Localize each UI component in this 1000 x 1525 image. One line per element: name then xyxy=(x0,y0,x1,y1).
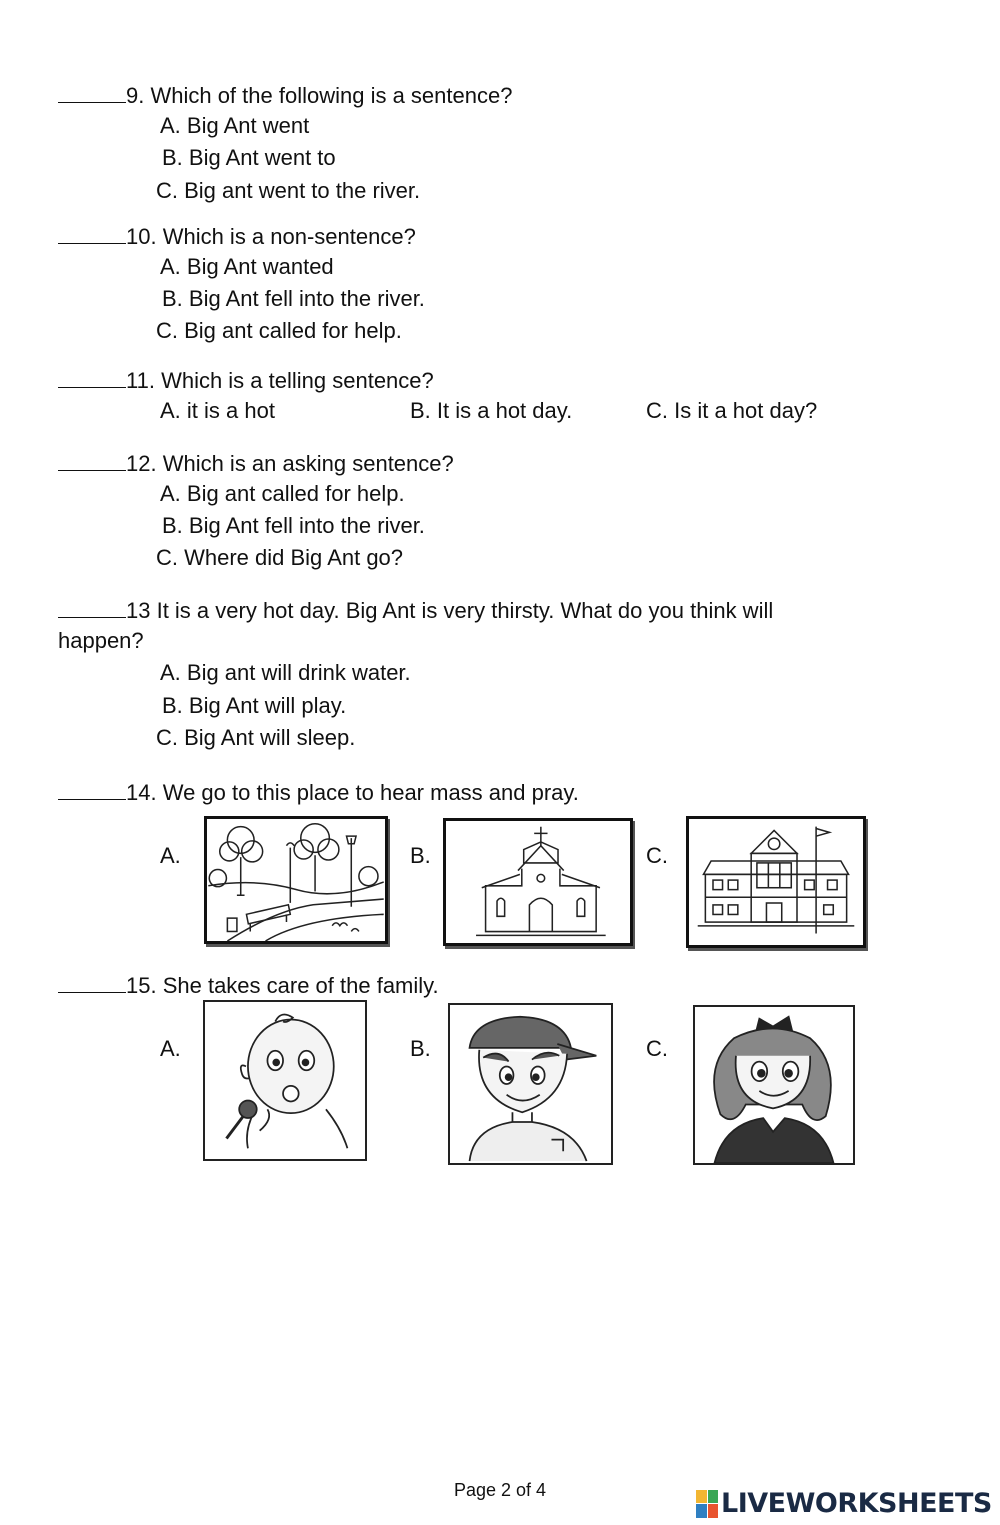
q11-option-b: B. It is a hot day. xyxy=(410,398,573,423)
q11-option-a: A. it is a hot xyxy=(160,398,275,423)
page-number: Page 2 of 4 xyxy=(453,1480,547,1500)
question-12-text: 12. Which is an asking sentence? xyxy=(126,451,454,476)
q14-option-b-label: B. xyxy=(410,843,431,868)
question-10-text: 10. Which is a non-sentence? xyxy=(126,224,416,249)
question-11 xyxy=(58,365,434,395)
q12-option-a: A. Big ant called for help. xyxy=(160,481,405,506)
answer-blank-14[interactable] xyxy=(58,777,126,800)
question-13 xyxy=(58,595,773,625)
q13-option-b: B. Big Ant will play. xyxy=(162,693,347,718)
answer-blank-13[interactable] xyxy=(58,595,126,618)
question-12 xyxy=(58,448,454,478)
question-14-text: 14. We go to this place to hear mass and pray. xyxy=(126,780,579,805)
brand-name: LIVEWORKSHEETS xyxy=(721,1488,992,1519)
question-10 xyxy=(58,221,416,251)
q12-option-b: B. Big Ant fell into the river. xyxy=(162,513,425,538)
park-picture[interactable] xyxy=(204,816,388,944)
answer-blank-10[interactable] xyxy=(58,221,126,244)
q12-option-c: C. Where did Big Ant go? xyxy=(156,545,404,570)
question-13-continuation: happen? xyxy=(58,628,144,653)
q9-option-b: B. Big Ant went to xyxy=(162,145,336,170)
answer-blank-11[interactable] xyxy=(58,365,126,388)
q14-option-c-label: C. xyxy=(646,843,668,868)
boy-picture[interactable] xyxy=(448,1003,613,1165)
q9-option-c: C. Big ant went to the river. xyxy=(156,178,421,203)
q13-option-c: C. Big Ant will sleep. xyxy=(156,725,356,750)
brand-logo xyxy=(696,1488,992,1519)
q10-option-c: C. Big ant called for help. xyxy=(156,318,402,343)
answer-blank-9[interactable] xyxy=(58,80,126,103)
question-9-text: 9. Which of the following is a sentence? xyxy=(126,83,513,108)
question-15-text: 15. She takes care of the family. xyxy=(126,973,439,998)
q9-option-a: A. Big Ant went xyxy=(160,113,310,138)
answer-blank-12[interactable] xyxy=(58,448,126,471)
question-9 xyxy=(58,80,512,110)
church-picture[interactable] xyxy=(443,818,633,946)
question-11-text: 11. Which is a telling sentence? xyxy=(126,368,434,393)
question-14 xyxy=(58,777,579,807)
q15-option-a-label: A. xyxy=(160,1036,181,1061)
q10-option-a: A. Big Ant wanted xyxy=(160,254,334,279)
q11-option-c: C. Is it a hot day? xyxy=(646,398,818,423)
q15-option-b-label: B. xyxy=(410,1036,431,1061)
answer-blank-15[interactable] xyxy=(58,970,126,993)
school-picture[interactable] xyxy=(686,816,866,948)
q13-option-a: A. Big ant will drink water. xyxy=(160,660,411,685)
q14-option-a-label: A. xyxy=(160,843,181,868)
baby-picture[interactable] xyxy=(203,1000,367,1161)
question-15 xyxy=(58,970,439,1000)
q10-option-b: B. Big Ant fell into the river. xyxy=(162,286,425,311)
question-13-text: 13 It is a very hot day. Big Ant is very thirsty. What do you think will xyxy=(126,598,774,623)
q15-option-c-label: C. xyxy=(646,1036,668,1061)
girl-picture[interactable] xyxy=(693,1005,855,1165)
brand-mark-icon xyxy=(696,1490,718,1518)
